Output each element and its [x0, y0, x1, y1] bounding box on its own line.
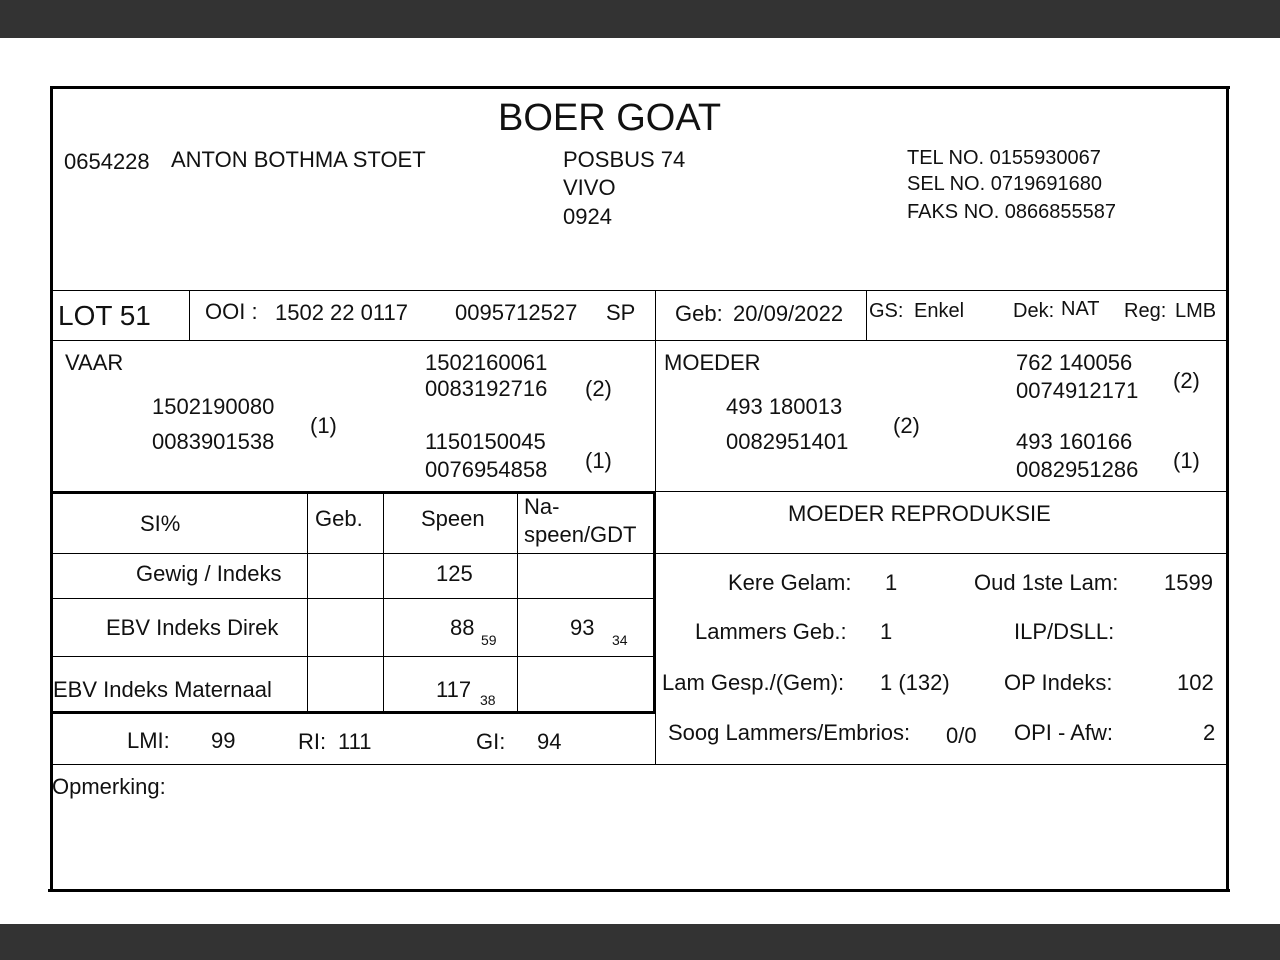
opi-label: OPI - Afw: [1014, 720, 1114, 745]
sire-dam-id: 1150150045 [425, 429, 546, 454]
rule-perf-bottom [50, 711, 656, 714]
row-direk-speen: 88 [450, 615, 475, 640]
kere-value: 1 [885, 570, 898, 595]
sire-label: VAAR [65, 350, 124, 375]
ooi-id: 1502 22 0117 [275, 300, 408, 325]
perf-header-geb: Geb. [315, 506, 363, 531]
sire-sire-id: 1502160061 [425, 350, 548, 375]
dam-sire-tag: (2) [1173, 368, 1200, 393]
card-title: BOER GOAT [498, 97, 722, 139]
sire-id: 1502190080 [152, 394, 275, 419]
row-direk-naspeen: 93 [570, 615, 595, 640]
opmerking-label: Opmerking: [52, 774, 166, 799]
row-gewig-label: Gewig / Indeks [136, 561, 282, 586]
sire-sire-number: 0083192716 [425, 376, 548, 401]
lmi-label: LMI: [127, 728, 170, 753]
gs-label: GS: [869, 300, 904, 322]
gs-value: Enkel [914, 300, 965, 322]
perf-header-naspeen-1: Na- [524, 494, 560, 519]
dam-sire-id: 762 140056 [1016, 350, 1133, 375]
rule-gs-divider [866, 290, 867, 340]
lot-number: LOT 51 [58, 300, 151, 331]
dek-label: Dek: [1013, 300, 1055, 322]
soog-label: Soog Lammers/Embrios: [668, 720, 911, 745]
rule-lot-divider [189, 290, 190, 340]
ilp-label: ILP/DSLL: [1014, 619, 1115, 644]
sire-sire-tag: (2) [585, 376, 612, 401]
rule-perf-col2 [383, 491, 384, 713]
rule-header-bottom [50, 290, 1228, 291]
rule-perf-row2 [50, 656, 655, 657]
op-value: 102 [1177, 670, 1214, 695]
perf-header-si: SI% [140, 511, 181, 536]
ri-value: 111 [338, 729, 372, 754]
oud-label: Oud 1ste Lam: [974, 570, 1119, 595]
lammers-value: 1 [880, 619, 893, 644]
soog-value: 0/0 [946, 723, 977, 748]
rule-pedigree-bottom-left [50, 491, 655, 494]
ooi-number: 0095712527 [455, 300, 578, 325]
gesp-label: Lam Gesp./(Gem): [662, 670, 845, 695]
frame-right [1226, 86, 1229, 892]
rule-perf-row1 [50, 598, 655, 599]
geb-value: 20/09/2022 [733, 301, 844, 326]
repro-title: MOEDER REPRODUKSIE [788, 501, 1051, 526]
breeder-name: ANTON BOTHMA STOET [171, 147, 426, 172]
op-label: OP Indeks: [1004, 670, 1113, 695]
sire-tag: (1) [310, 413, 337, 438]
sire-number: 0083901538 [152, 429, 275, 454]
sire-dam-tag: (1) [585, 448, 612, 473]
rule-perf-col1 [307, 491, 308, 713]
frame-left [50, 86, 53, 892]
rule-index-bottom [50, 764, 1228, 765]
perf-header-naspeen-2: speen/GDT [524, 522, 637, 547]
gi-label: GI: [476, 729, 506, 754]
row-direk-label: EBV Indeks Direk [106, 615, 279, 640]
row-gewig-speen: 125 [436, 561, 473, 586]
rule-perf-header [50, 553, 1228, 554]
dam-id: 493 180013 [726, 394, 843, 419]
dam-sire-number: 0074912171 [1016, 378, 1139, 403]
ri-label: RI: [298, 729, 327, 754]
geb-label: Geb: [675, 301, 723, 326]
sire-dam-number: 0076954858 [425, 457, 548, 482]
bottom-letterbox-bar [0, 924, 1280, 960]
lammers-label: Lammers Geb.: [695, 619, 847, 644]
faks-number: FAKS NO. 0866855587 [907, 201, 1117, 223]
reg-label: Reg: [1124, 300, 1167, 322]
rule-perf-right [653, 491, 656, 714]
lmi-value: 99 [211, 728, 236, 753]
frame-bottom [48, 889, 1230, 892]
ooi-suffix: SP [606, 300, 636, 325]
opi-value: 2 [1203, 720, 1216, 745]
row-maternaal-speen-sub: 38 [480, 692, 496, 708]
rule-pedigree-bottom-right [655, 491, 1228, 492]
frame-top [50, 86, 1230, 89]
address-line-3: 0924 [563, 204, 612, 229]
ooi-label: OOI : [205, 299, 258, 324]
dam-number: 0082951401 [726, 429, 849, 454]
breeder-code: 0654228 [64, 149, 150, 174]
row-direk-speen-sub: 59 [481, 632, 497, 648]
address-line-2: VIVO [563, 175, 616, 200]
address-line-1: POSBUS 74 [563, 147, 686, 172]
row-maternaal-label: EBV Indeks Maternaal [53, 677, 272, 702]
rule-lot-bottom [50, 340, 1228, 341]
reg-value: LMB [1175, 300, 1217, 322]
dam-dam-number: 0082951286 [1016, 457, 1139, 482]
dam-label: MOEDER [664, 350, 761, 375]
perf-header-speen: Speen [421, 506, 485, 531]
rule-perf-col3 [517, 491, 518, 713]
gi-value: 94 [537, 729, 562, 754]
kere-label: Kere Gelam: [728, 570, 852, 595]
dam-tag: (2) [893, 413, 920, 438]
oud-value: 1599 [1164, 570, 1213, 595]
dam-dam-tag: (1) [1173, 448, 1200, 473]
row-maternaal-speen: 117 [436, 677, 472, 702]
top-letterbox-bar [0, 0, 1280, 38]
tel-number: TEL NO. 0155930067 [907, 147, 1101, 169]
dek-value: NAT [1061, 298, 1100, 320]
gesp-value: 1 (132) [880, 670, 950, 695]
dam-dam-id: 493 160166 [1016, 429, 1133, 454]
sel-number: SEL NO. 0719691680 [907, 173, 1102, 195]
row-direk-naspeen-sub: 34 [612, 632, 628, 648]
rule-geb-divider [655, 290, 656, 340]
